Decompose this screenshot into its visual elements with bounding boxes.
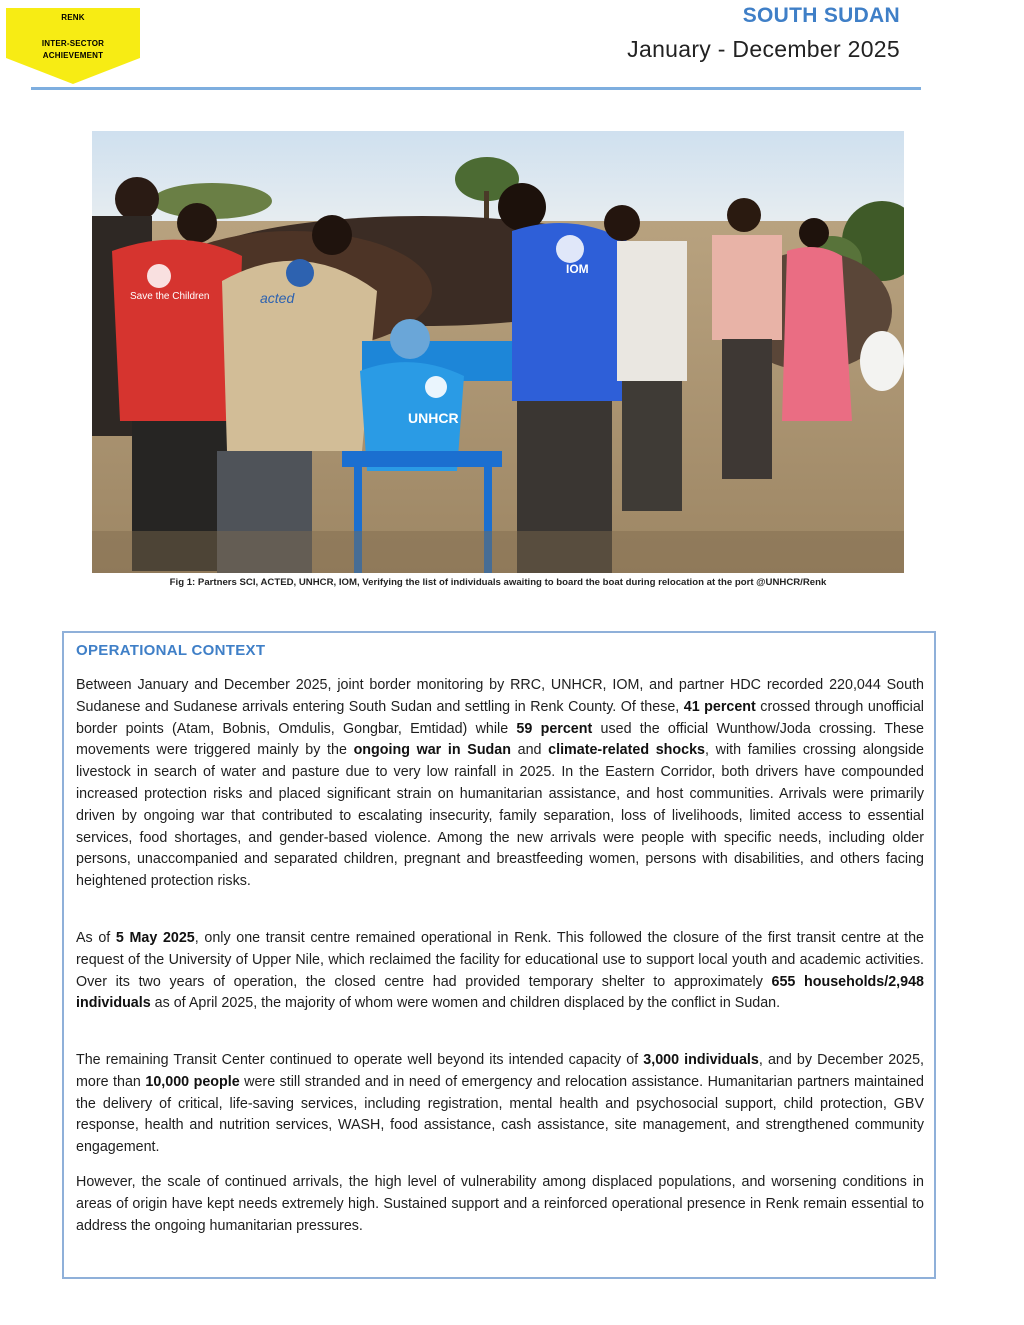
operational-context-section — [62, 631, 936, 1279]
field-photo — [92, 131, 904, 573]
p4-text-1: However, the scale of continued arrivals, the high level of vulnerability among displaced populations, and worsening conditions in areas of origin have kept needs extremely high. Sustained support and a reinforced operational presence in Renk remain essential to address the ongoing humanitarian pressures. — [76, 1174, 924, 1234]
section-title: OPERATIONAL CONTEXT — [76, 642, 266, 659]
header-divider — [31, 87, 921, 90]
p3-text-1: The remaining Transit Center continued to operate well beyond its intended capacity of — [76, 1052, 644, 1068]
p2-highlight-households: 655 households/2,948 individuals — [76, 973, 924, 1012]
paragraph-transit-closure — [76, 928, 924, 1015]
report-period: January - December 2025 — [627, 36, 900, 62]
badge-subtitle-line2: ACHIEVEMENT — [42, 51, 104, 60]
p1-highlight-official-share: 59 percent — [516, 720, 593, 737]
p3-highlight-capacity: 3,000 individuals — [643, 1052, 759, 1068]
p3-highlight-stranded: 10,000 people — [145, 1073, 240, 1090]
photo-caption: Fig 1: Partners SCI, ACTED, UNHCR, IOM, Verifying the list of individuals awaiting to board the boat during relocation at the port @UNHCR/Renk — [169, 577, 827, 588]
country-title: SOUTH SUDAN — [742, 4, 900, 27]
renk-badge — [6, 8, 140, 84]
p2-text-1: As of — [76, 930, 116, 946]
vest-label-unhcr: UNHCR — [408, 410, 459, 426]
badge-title: RENK — [61, 13, 85, 22]
paragraph-arrivals — [76, 675, 924, 893]
p3-text-3: were still stranded and in need of emergency and relocation assistance. Humanitarian partners maintained the delivery of critical, life-saving services, including registration, mental health and psychosocial support, child protection, GBV response, health and nutrition services, WASH, food assistance, cash assistance, site management, and strengthened community engagement. — [76, 1073, 924, 1156]
badge-subtitle-line1: INTER-SECTOR — [41, 39, 105, 48]
p1-text-4: and — [510, 742, 549, 759]
p2-text-3: as of April 2025, the majority of whom were women and children displaced by the conflict in Sudan. — [150, 995, 781, 1012]
p1-highlight-unofficial-share: 41 percent — [683, 698, 756, 715]
photo-illustration — [92, 131, 904, 573]
p1-highlight-climate: climate-related shocks — [548, 742, 706, 759]
vest-label-iom: IOM — [566, 262, 589, 276]
vest-label-save-the-children: Save the Children — [130, 291, 210, 302]
p1-text-2: crossed through unofficial border points (Atam, Bobnis, Omdulis, Gongbar, Emtidad) while — [76, 698, 924, 737]
p1-text-5: , with families crossing alongside livestock in search of water and pasture due to very low rainfall in 2025. In the Eastern Corridor, both drivers have compounded increased protection risks and placed significant strain on humanitarian assistance, and host communities. Arrivals were primarily driven by ongoing war that contributed to escalating insecurity, family separation, loss of livelihoods, limited access to essential services, food shortages, and gender-based violence. Among the new arrivals were people with specific needs, including older persons, unaccompanied and separated children, pregnant and breastfeeding women, persons with disabilities, and others facing heightened protection risks. — [76, 742, 924, 890]
paragraph-transit-capacity — [76, 1050, 924, 1159]
p1-highlight-war: ongoing war in Sudan — [353, 742, 511, 759]
p3-text-2: , and by December 2025, more than — [76, 1052, 924, 1090]
p1-text-3: used the official Wunthow/Joda crossing. These movements were triggered mainly by the — [76, 720, 924, 759]
p2-text-2: , only one transit centre remained operational in Renk. This followed the closure of the first transit centre at the request of the University of Upper Nile, which reclaimed the facility for educational use to support local youth and academic activities. Over its two years of operation, the closed centre had provided temporary shelter to approximately — [76, 930, 924, 990]
p2-highlight-date: 5 May 2025 — [115, 930, 195, 946]
p1-text-1: Between January and December 2025, joint border monitoring by RRC, UNHCR, IOM, and partner HDC recorded 220,044 South Sudanese and Sudanese arrivals entering South Sudan and settling in Renk County. Of these, — [76, 677, 924, 715]
paragraph-outlook — [76, 1172, 924, 1237]
vest-label-acted: acted — [260, 290, 295, 306]
